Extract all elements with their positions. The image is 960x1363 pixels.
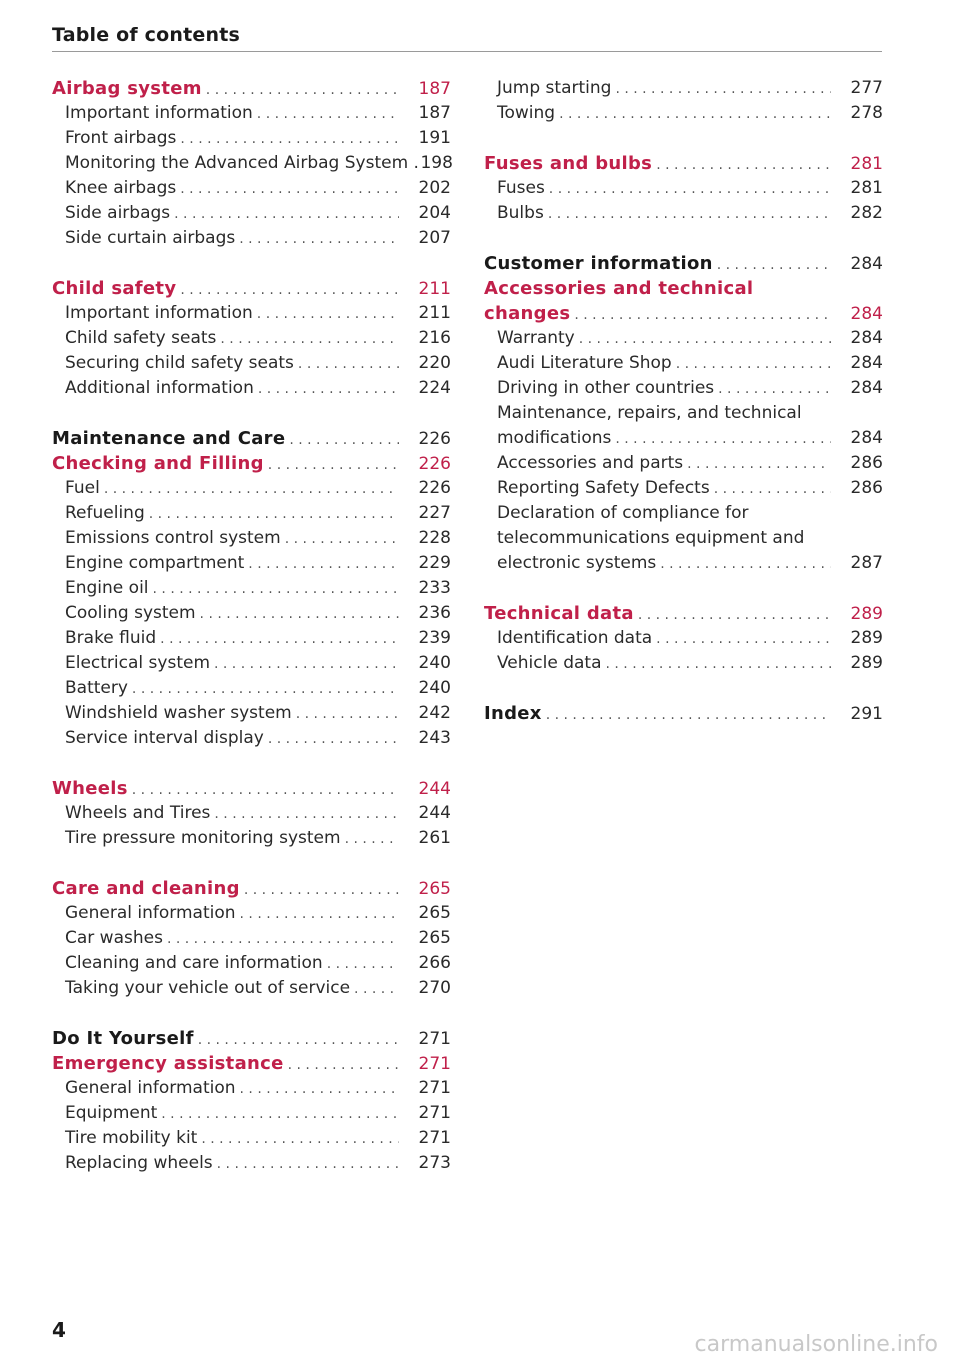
- toc-entry[interactable]: [484, 526, 883, 551]
- dot-leader: [288, 1053, 399, 1078]
- toc-page-number: 244: [418, 803, 451, 823]
- dot-leader: [574, 303, 831, 328]
- toc-entry[interactable]: [52, 301, 451, 326]
- dot-leader: [198, 1028, 399, 1053]
- toc-entry-label: Warranty: [497, 328, 575, 348]
- dot-leader: [200, 602, 399, 627]
- toc-page-number: 204: [418, 203, 451, 223]
- dot-leader: [615, 77, 831, 102]
- toc-entry[interactable]: [52, 976, 451, 1001]
- toc-section-entry[interactable]: [484, 151, 883, 176]
- toc-entry-label: Towing: [497, 103, 556, 123]
- toc-page-number: 291: [850, 704, 883, 724]
- dot-leader: [258, 377, 399, 402]
- toc-entry-label: Side curtain airbags: [65, 228, 236, 248]
- toc-entry[interactable]: [52, 1101, 451, 1126]
- dot-leader: [656, 627, 831, 652]
- watermark: carmanualsonline.info: [694, 1332, 938, 1357]
- dot-leader: [606, 652, 832, 677]
- toc-page-number: 240: [418, 653, 451, 673]
- toc-entry-label: Securing child safety seats: [65, 353, 294, 373]
- toc-entry-label: Customer information: [484, 253, 713, 274]
- toc-page-number: 198: [420, 153, 453, 173]
- toc-entry-label: General information: [65, 903, 236, 923]
- toc-entry[interactable]: [484, 76, 883, 101]
- toc-entry-label: Windshield washer system: [65, 703, 292, 723]
- toc-section-entry[interactable]: [484, 701, 883, 726]
- toc-entry-label: Identification data: [497, 628, 653, 648]
- toc-entry[interactable]: [52, 1076, 451, 1101]
- toc-page-number: 236: [418, 603, 451, 623]
- toc-right-column: [484, 76, 883, 726]
- toc-page-number: 244: [418, 779, 451, 799]
- dot-leader: [257, 302, 399, 327]
- toc-entry[interactable]: [52, 951, 451, 976]
- toc-left-column: [52, 76, 451, 1176]
- dot-leader: [180, 127, 399, 152]
- dot-leader: [579, 327, 831, 352]
- toc-entry-label: modifications: [497, 428, 612, 448]
- toc-page-number: 281: [850, 178, 883, 198]
- toc-section-entry[interactable]: [52, 76, 451, 101]
- toc-entry[interactable]: [484, 351, 883, 376]
- toc-entry-label: Engine oil: [65, 578, 149, 598]
- toc-entry-label: Monitoring the Advanced Airbag System .: [65, 153, 419, 173]
- toc-entry[interactable]: [52, 476, 451, 501]
- toc-page-number: 239: [418, 628, 451, 648]
- toc-entry[interactable]: [52, 701, 451, 726]
- toc-entry-label: Care and cleaning: [52, 878, 240, 899]
- toc-page-number: 265: [418, 903, 451, 923]
- toc-entry-label: Driving in other countries: [497, 378, 715, 398]
- dot-leader: [546, 703, 831, 728]
- toc-page-number: 273: [418, 1153, 451, 1173]
- toc-page-number: 265: [418, 879, 451, 899]
- toc-entry-label: Declaration of compliance for: [497, 503, 749, 523]
- toc-entry[interactable]: [52, 1151, 451, 1176]
- dot-leader: [239, 227, 399, 252]
- toc-entry-label: Do It Yourself: [52, 1028, 194, 1049]
- dot-leader: [714, 477, 831, 502]
- dot-leader: [248, 552, 399, 577]
- toc-page-number: 271: [418, 1128, 451, 1148]
- toc-page-number: 233: [418, 578, 451, 598]
- toc-entry-label: Maintenance, repairs, and technical: [497, 403, 802, 423]
- toc-section-entry[interactable]: [52, 876, 451, 901]
- toc-entry-label: Battery: [65, 678, 128, 698]
- toc-page-number: 261: [418, 828, 451, 848]
- toc-page-number: 228: [418, 528, 451, 548]
- toc-page-number: 265: [418, 928, 451, 948]
- toc-page-number: 271: [418, 1054, 451, 1074]
- dot-leader: [717, 253, 831, 278]
- toc-page-number: 287: [850, 553, 883, 573]
- toc-entry[interactable]: [484, 201, 883, 226]
- dot-leader: [167, 927, 399, 952]
- dot-leader: [687, 452, 831, 477]
- toc-entry[interactable]: [484, 651, 883, 676]
- toc-entry-label: Bulbs: [497, 203, 544, 223]
- toc-page-number: 284: [850, 328, 883, 348]
- toc-entry[interactable]: [52, 676, 451, 701]
- toc-entry-label: Jump starting: [497, 78, 612, 98]
- toc-entry-label: Audi Literature Shop: [497, 353, 672, 373]
- toc-entry[interactable]: [484, 551, 883, 576]
- toc-entry[interactable]: [52, 726, 451, 751]
- toc-entry[interactable]: [484, 451, 883, 476]
- toc-page-number: 270: [418, 978, 451, 998]
- toc-page-number: 202: [418, 178, 451, 198]
- toc-entry-label: electronic systems: [497, 553, 657, 573]
- toc-page-number: 266: [418, 953, 451, 973]
- toc-entry[interactable]: [52, 226, 451, 251]
- toc-entry-label: Cooling system: [65, 603, 196, 623]
- section-gap: [52, 251, 451, 276]
- toc-page-number: 277: [850, 78, 883, 98]
- dot-leader: [548, 202, 831, 227]
- toc-entry[interactable]: [52, 101, 451, 126]
- toc-entry[interactable]: [52, 126, 451, 151]
- section-gap: [52, 851, 451, 876]
- toc-entry[interactable]: [484, 176, 883, 201]
- toc-entry-label: Car washes: [65, 928, 163, 948]
- toc-entry[interactable]: [484, 626, 883, 651]
- toc-page-number: 271: [418, 1029, 451, 1049]
- toc-page-number: 224: [418, 378, 451, 398]
- toc-page-number: 187: [418, 79, 451, 99]
- dot-leader: [289, 428, 399, 453]
- toc-section-entry[interactable]: [52, 1051, 451, 1076]
- dot-leader: [345, 827, 399, 852]
- toc-entry[interactable]: [52, 651, 451, 676]
- toc-entry-label: Emergency assistance: [52, 1053, 284, 1074]
- toc-entry-label: Fuel: [65, 478, 100, 498]
- dot-leader: [268, 453, 399, 478]
- toc-page-number: 187: [418, 103, 451, 123]
- toc-entry[interactable]: [52, 801, 451, 826]
- toc-entry-label: Taking your vehicle out of service: [65, 978, 351, 998]
- dot-leader: [240, 902, 399, 927]
- toc-entry-label: changes: [484, 303, 571, 324]
- dot-leader: [285, 527, 399, 552]
- dot-leader: [104, 477, 399, 502]
- toc-entry-label: Technical data: [484, 603, 634, 624]
- toc-entry[interactable]: [52, 1126, 451, 1151]
- toc-page-number: 240: [418, 678, 451, 698]
- toc-entry-label: Equipment: [65, 1103, 158, 1123]
- toc-page-number: 243: [418, 728, 451, 748]
- toc-page-number: 207: [418, 228, 451, 248]
- toc-entry-label: Fuses: [497, 178, 545, 198]
- toc-page-number: 286: [850, 478, 883, 498]
- toc-entry-label: Additional information: [65, 378, 254, 398]
- toc-page-number: 220: [418, 353, 451, 373]
- toc-page-number: 211: [418, 279, 451, 299]
- toc-entry[interactable]: [52, 176, 451, 201]
- page-title: Table of contents: [52, 24, 241, 46]
- toc-entry-label: Electrical system: [65, 653, 210, 673]
- toc-page-number: 284: [850, 304, 883, 324]
- dot-leader: [149, 502, 399, 527]
- toc-page-number: 226: [418, 478, 451, 498]
- dot-leader: [615, 427, 831, 452]
- toc-entry-label: Wheels and Tires: [65, 803, 211, 823]
- toc-section-entry[interactable]: [484, 601, 883, 626]
- dot-leader: [676, 352, 831, 377]
- toc-page-number: 278: [850, 103, 883, 123]
- dot-leader: [214, 652, 399, 677]
- toc-page-number: 226: [418, 454, 451, 474]
- toc-entry-label: Vehicle data: [497, 653, 602, 673]
- dot-leader: [244, 878, 399, 903]
- toc-entry-label: Knee airbags: [65, 178, 177, 198]
- toc-page-number: 191: [418, 128, 451, 148]
- toc-entry-label: Side airbags: [65, 203, 171, 223]
- toc-page-number: 284: [850, 254, 883, 274]
- toc-entry-label: Child safety: [52, 278, 177, 299]
- toc-entry[interactable]: [52, 926, 451, 951]
- section-gap: [52, 401, 451, 426]
- toc-entry[interactable]: [52, 326, 451, 351]
- toc-entry-label: General information: [65, 1078, 236, 1098]
- dot-leader: [160, 627, 399, 652]
- toc-section-entry[interactable]: [52, 776, 451, 801]
- toc-entry-label: Brake fluid: [65, 628, 157, 648]
- dot-leader: [656, 153, 831, 178]
- toc-entry-label: Emissions control system: [65, 528, 281, 548]
- page-number: 4: [52, 1318, 66, 1342]
- dot-leader: [298, 352, 399, 377]
- toc-entry-label: Important information: [65, 303, 253, 323]
- dot-leader: [201, 1127, 399, 1152]
- dot-leader: [132, 677, 399, 702]
- section-gap: [484, 226, 883, 251]
- dot-leader: [268, 727, 399, 752]
- toc-page-number: 286: [850, 453, 883, 473]
- section-gap: [484, 676, 883, 701]
- toc-entry[interactable]: [52, 826, 451, 851]
- dot-leader: [153, 577, 399, 602]
- dot-leader: [217, 1152, 399, 1177]
- toc-entry-label: Tire mobility kit: [65, 1128, 198, 1148]
- toc-page-number: 282: [850, 203, 883, 223]
- toc-entry[interactable]: [52, 551, 451, 576]
- toc-entry[interactable]: [52, 351, 451, 376]
- section-gap: [484, 126, 883, 151]
- toc-section-entry[interactable]: [484, 276, 883, 301]
- dot-leader: [220, 327, 399, 352]
- toc-entry[interactable]: [52, 576, 451, 601]
- toc-entry[interactable]: [484, 101, 883, 126]
- toc-entry-label: Cleaning and care information: [65, 953, 323, 973]
- toc-page-number: 284: [850, 428, 883, 448]
- toc-entry-label: Fuses and bulbs: [484, 153, 653, 174]
- toc-page-number: 284: [850, 378, 883, 398]
- toc-entry[interactable]: [52, 201, 451, 226]
- dot-leader: [257, 102, 399, 127]
- toc-page-number: 226: [418, 429, 451, 449]
- dot-leader: [327, 952, 399, 977]
- toc-entry-label: Accessories and parts: [497, 453, 684, 473]
- dot-leader: [180, 177, 399, 202]
- toc-entry-label: Accessories and technical: [484, 278, 754, 299]
- toc-entry-label: Refueling: [65, 503, 145, 523]
- toc-page-number: 242: [418, 703, 451, 723]
- toc-entry-label: Child safety seats: [65, 328, 217, 348]
- dot-leader: [559, 102, 831, 127]
- toc-entry-label: Engine compartment: [65, 553, 245, 573]
- dot-leader: [296, 702, 399, 727]
- toc-page-number: 284: [850, 353, 883, 373]
- toc-entry[interactable]: [484, 426, 883, 451]
- toc-page-number: 271: [418, 1078, 451, 1098]
- dot-leader: [638, 603, 831, 628]
- toc-page-number: 211: [418, 303, 451, 323]
- toc-entry-label: Replacing wheels: [65, 1153, 213, 1173]
- toc-page-number: 216: [418, 328, 451, 348]
- toc-entry-label: Important information: [65, 103, 253, 123]
- dot-leader: [161, 1102, 399, 1127]
- dot-leader: [549, 177, 831, 202]
- toc-entry[interactable]: [52, 151, 451, 176]
- toc-page-number: 289: [850, 628, 883, 648]
- toc-entry-label: Tire pressure monitoring system: [65, 828, 341, 848]
- toc-entry[interactable]: [484, 501, 883, 526]
- toc-entry-label: Reporting Safety Defects: [497, 478, 710, 498]
- toc-entry-label: Wheels: [52, 778, 128, 799]
- toc-entry[interactable]: [52, 501, 451, 526]
- toc-section-entry[interactable]: [52, 1026, 451, 1051]
- toc-page-number: 271: [418, 1103, 451, 1123]
- section-gap: [52, 1001, 451, 1026]
- toc-section-entry[interactable]: [484, 301, 883, 326]
- toc-entry[interactable]: [52, 901, 451, 926]
- toc-entry-label: Maintenance and Care: [52, 428, 286, 449]
- toc-page-number: 229: [418, 553, 451, 573]
- section-gap: [52, 751, 451, 776]
- toc-entry-label: Service interval display: [65, 728, 264, 748]
- toc-page-number: 289: [850, 604, 883, 624]
- toc-entry-label: Airbag system: [52, 78, 202, 99]
- dot-leader: [354, 977, 399, 1002]
- page-header: [52, 24, 882, 52]
- section-gap: [484, 576, 883, 601]
- dot-leader: [214, 802, 399, 827]
- toc-section-entry[interactable]: [484, 251, 883, 276]
- toc-entry[interactable]: [484, 401, 883, 426]
- dot-leader: [718, 377, 831, 402]
- toc-page-number: 281: [850, 154, 883, 174]
- toc-entry[interactable]: [52, 376, 451, 401]
- dot-leader: [174, 202, 399, 227]
- toc-entry[interactable]: [484, 476, 883, 501]
- toc-entry[interactable]: [484, 376, 883, 401]
- dot-leader: [660, 552, 831, 577]
- toc-section-entry[interactable]: [52, 276, 451, 301]
- toc-entry-label: Front airbags: [65, 128, 177, 148]
- toc-section-entry[interactable]: [52, 451, 451, 476]
- toc-entry-label: Checking and Filling: [52, 453, 264, 474]
- toc-entry[interactable]: [52, 626, 451, 651]
- toc-entry[interactable]: [52, 526, 451, 551]
- toc-entry[interactable]: [52, 601, 451, 626]
- dot-leader: [180, 278, 399, 303]
- toc-entry-label: Index: [484, 703, 542, 724]
- toc-page-number: 289: [850, 653, 883, 673]
- toc-section-entry[interactable]: [52, 426, 451, 451]
- toc-page-number: 227: [418, 503, 451, 523]
- toc-entry-label: telecommunications equipment and: [497, 528, 805, 548]
- dot-leader: [206, 78, 399, 103]
- toc-entry[interactable]: [484, 326, 883, 351]
- dot-leader: [132, 778, 399, 803]
- dot-leader: [240, 1077, 399, 1102]
